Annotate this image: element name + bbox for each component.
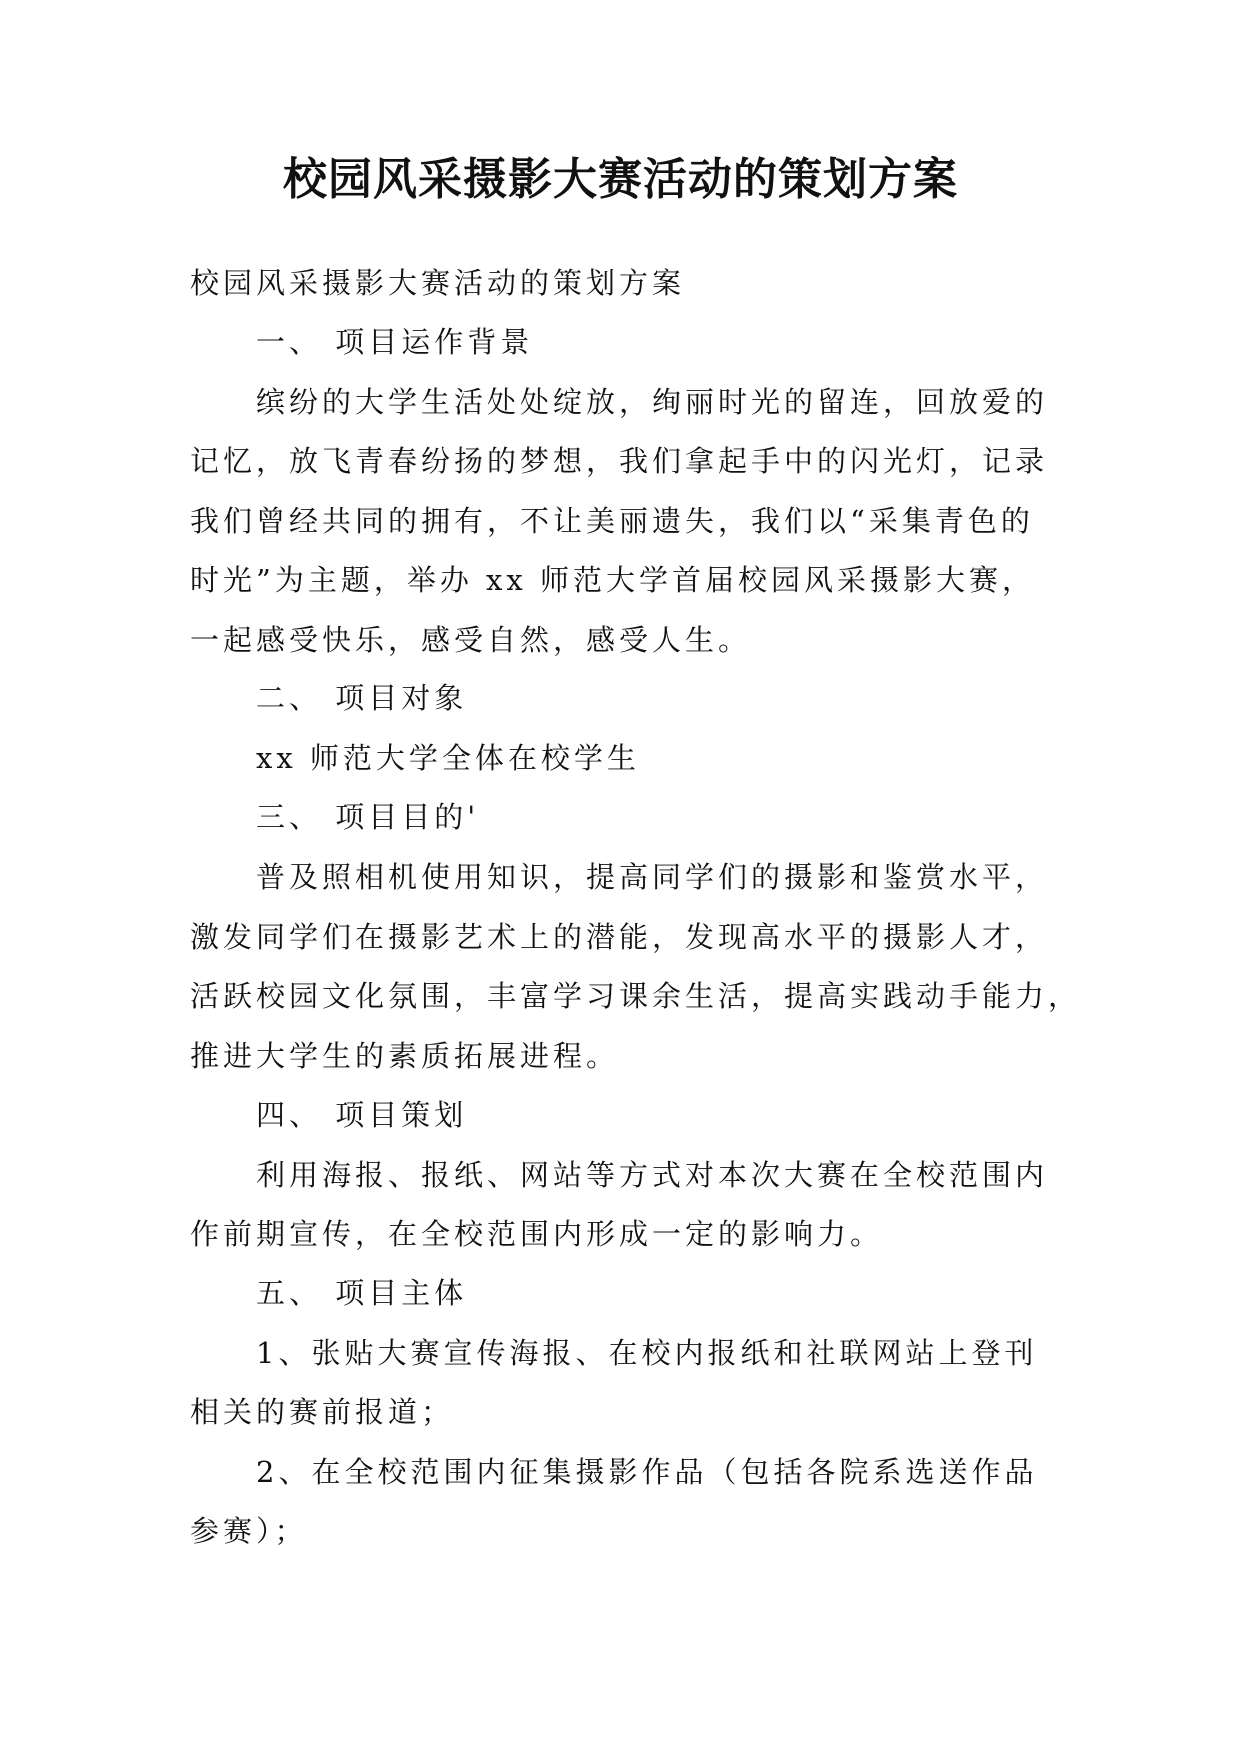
list-item-line: 参赛）； <box>190 1514 308 1548</box>
section-heading-background: 一、 项目运作背景 <box>256 325 534 359</box>
paragraph-line: 推进大学生的素质拓展进程。 <box>190 1039 620 1073</box>
list-item-line: 1、张贴大赛宣传海报、在校内报纸和社联网站上登刊 <box>256 1336 1038 1370</box>
paragraph-line: 缤纷的大学生活处处绽放，绚丽时光的留连，回放爱的 <box>256 385 1049 419</box>
section-heading-planning: 四、 项目策划 <box>256 1098 468 1132</box>
section-heading-purpose: 三、 项目目的' <box>256 800 480 834</box>
section-heading-target: 二、 项目对象 <box>256 681 468 715</box>
document-title: 校园风采摄影大赛活动的策划方案 <box>283 154 958 205</box>
paragraph-line: 一起感受快乐，感受自然，感受人生。 <box>190 623 752 657</box>
paragraph-line: 作前期宣传，在全校范围内形成一定的影响力。 <box>190 1217 884 1251</box>
paragraph-line: 激发同学们在摄影艺术上的潜能，发现高水平的摄影人才， <box>190 920 1049 954</box>
paragraph-line: 利用海报、报纸、网站等方式对本次大赛在全校范围内 <box>256 1158 1049 1192</box>
subtitle-line: 校园风采摄影大赛活动的策划方案 <box>190 266 686 300</box>
paragraph-line: 时光”为主题，举办 xx 师范大学首届校园风采摄影大赛， <box>190 563 1035 597</box>
paragraph-line: 活跃校园文化氛围，丰富学习课余生活，提高实践动手能力， <box>190 979 1082 1013</box>
list-item-line: 相关的赛前报道； <box>190 1395 455 1429</box>
paragraph-line: xx 师范大学全体在校学生 <box>256 741 640 775</box>
paragraph-line: 记忆，放飞青春纷扬的梦想，我们拿起手中的闪光灯，记录 <box>190 444 1049 478</box>
list-item-line: 2、在全校范围内征集摄影作品（包括各院系选送作品 <box>256 1455 1038 1489</box>
paragraph-line: 普及照相机使用知识，提高同学们的摄影和鉴赏水平， <box>256 860 1049 894</box>
paragraph-line: 我们曾经共同的拥有，不让美丽遗失，我们以“采集青色的 <box>190 504 1034 538</box>
section-heading-main: 五、 项目主体 <box>256 1276 468 1310</box>
